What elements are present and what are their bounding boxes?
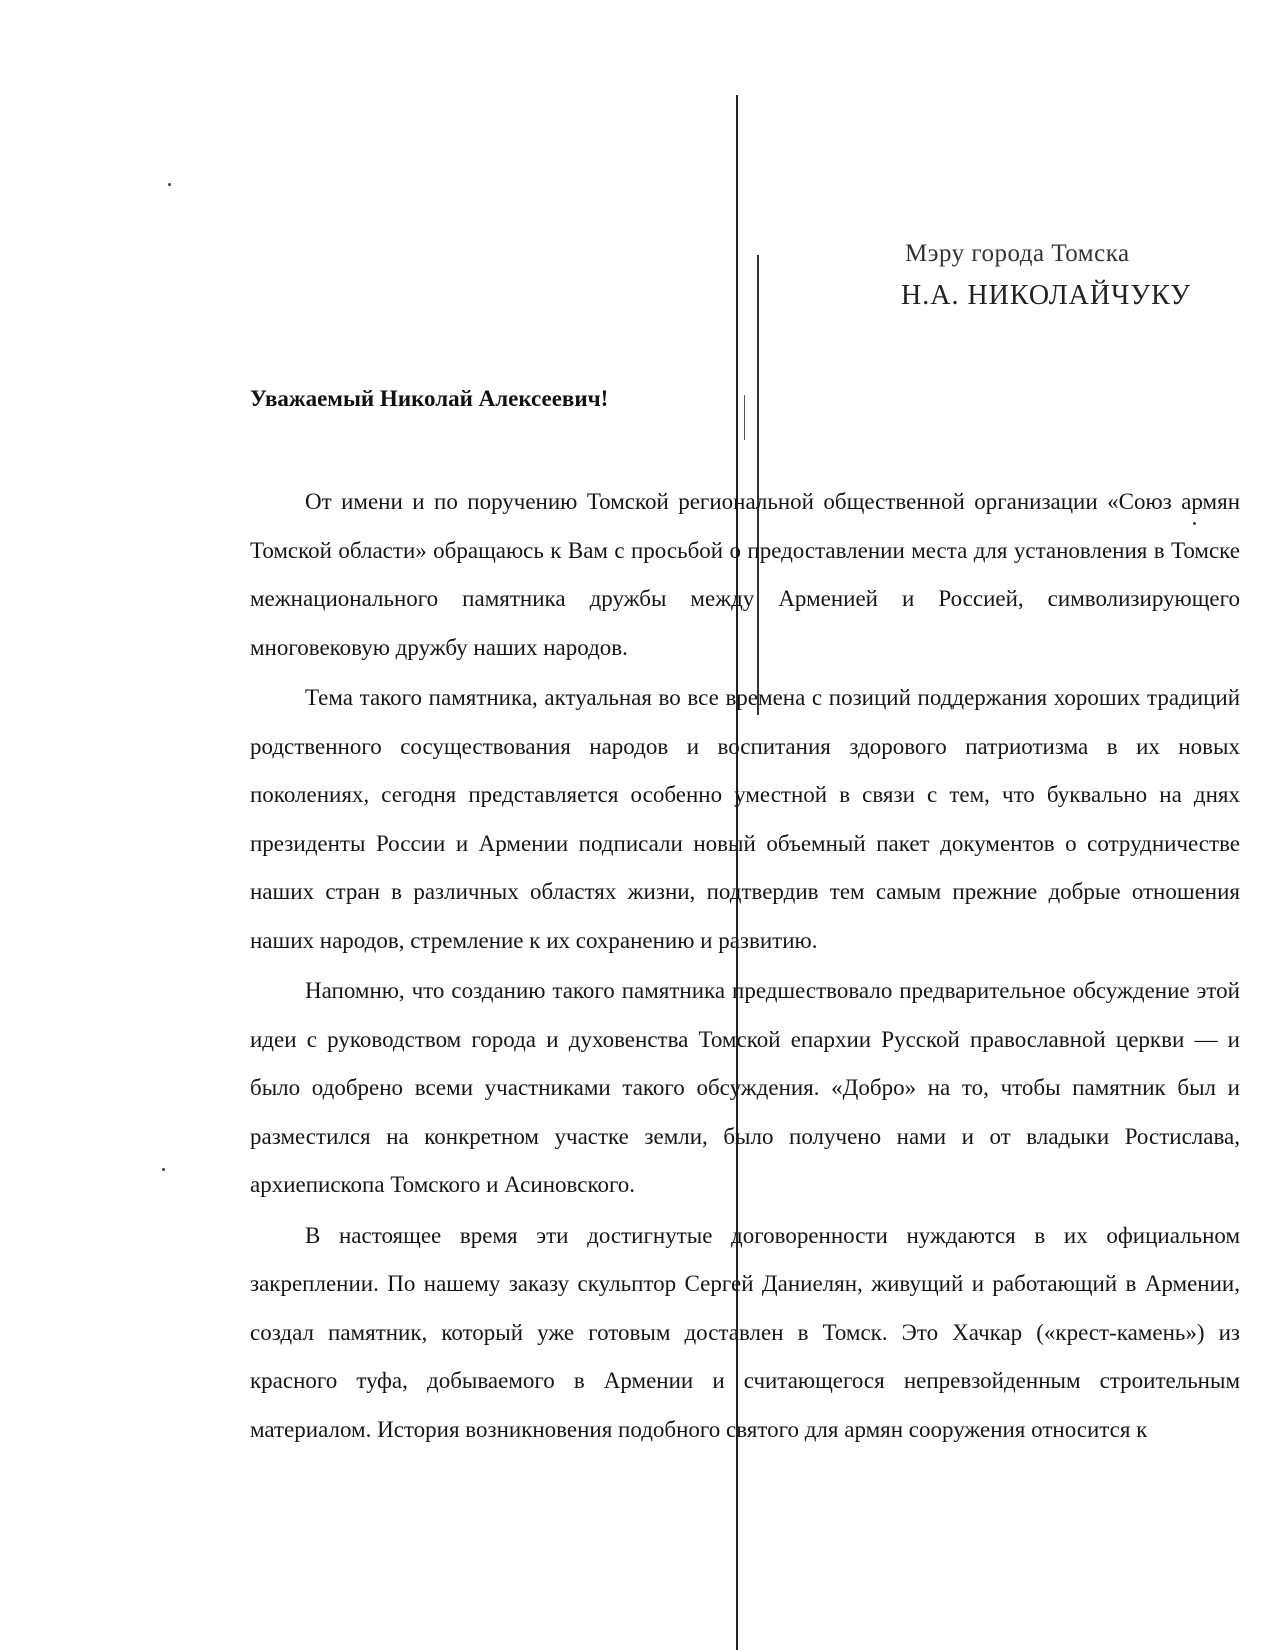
paragraph: Тема такого памятника, актуальная во все времена с позиций поддержания хороших традиций родственного сосуществования народов и воспитания здорового патриотизма в их новых поколениях, сегодня представляется особенно уместной в связи с тем, что буквально на днях президенты России и Армении подписали новый объемный пакет документов о сотрудничестве наших стран в различных областях жизни, подтвердив тем самым прежние добрые отношения наших народов, стремление к их сохранению и развитию. [250,685,1240,953]
addressee-title: Мэру города Томска [905,240,1130,267]
scan-speck [162,1168,165,1171]
salutation: Уважаемый Николай Алексеевич! [250,386,609,411]
scan-artifact-line-tick [744,395,745,440]
letter-body [250,478,1240,1456]
paragraph: Напомню, что созданию такого памятника предшествовало предварительное обсуждение этой идеи с руководством города и духовенства Томской епархии Русской православной церкви — и было одобрено всеми участниками такого обсуждения. «Добро» на то, чтобы памятник был и разместился на конкретном участке земли, было получено нами и от владыки Ростислава, архиепископа Томского и Асиновского. [250,978,1240,1197]
addressee-name: Н.А. НИКОЛАЙЧУКУ [901,280,1192,311]
paragraph: От имени и по поручению Томской региональной общественной организации «Союз армян Томской области» обращаюсь к Вам с просьбой о предоставлении места для установления в Томске межнационального памятника дружбы между Арменией и Россией, символизирующего многовековую дружбу наших народов. [250,489,1240,660]
scan-speck [168,183,171,186]
addressee-block [901,240,1235,312]
paragraph: В настоящее время эти достигнутые договоренности нуждаются в их официальном закреплении. По нашему заказу скульптор Сергей Даниелян, живущий и работающий в Армении, создал памятник, который уже готовым доставлен в Томск. Это Хачкар («крест-камень») из красного туфа, добываемого в Армении и считающегося непревзойденным строительным материалом. История возникновения подобного святого для армян сооружения относится к [250,1222,1240,1442]
